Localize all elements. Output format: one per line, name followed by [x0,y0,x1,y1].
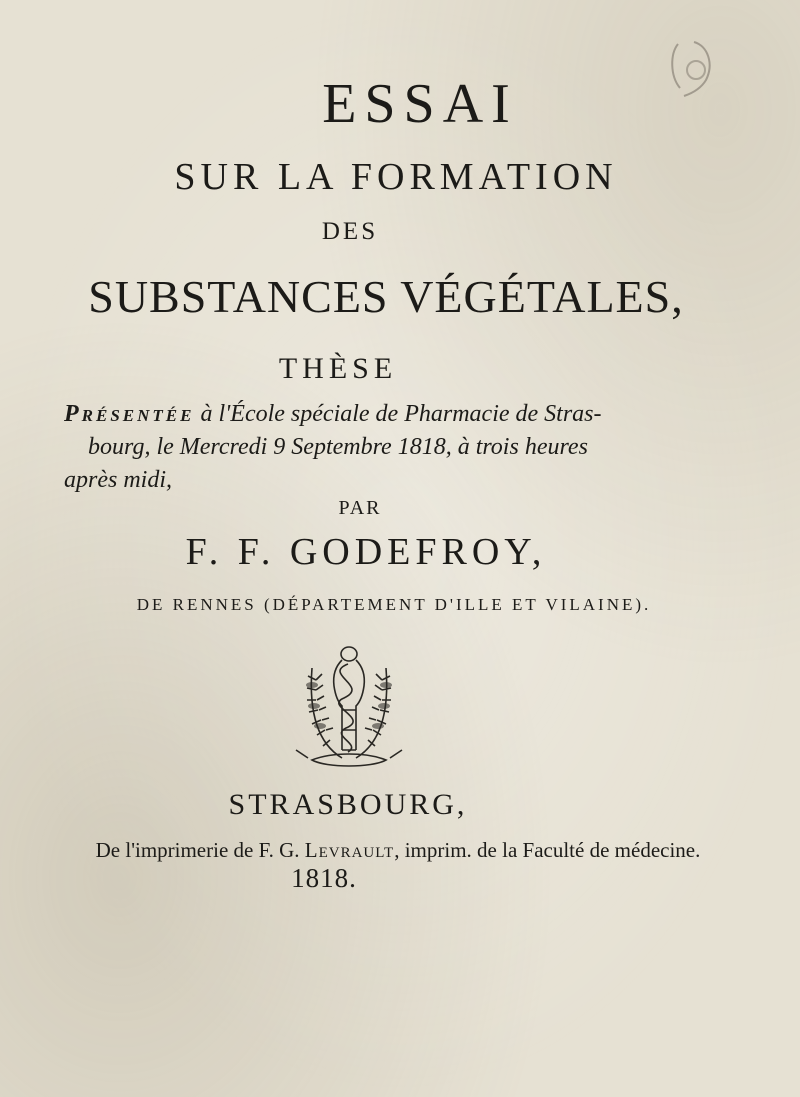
these-heading: THÈSE [278,352,398,385]
title-substances-vegetales: SUBSTANCES VÉGÉTALES, [88,271,684,322]
presentation-text-1: à l'École spéciale de Pharmacie de Stras- [194,401,602,427]
title-sur-la-formation: SUR LA FORMATION [174,156,618,198]
publication-year: 1818. [291,863,357,893]
pharmacy-emblem-icon [282,640,416,775]
title-essai: ESSAI [322,73,518,135]
presentation-line-2: bourg, le Mercredi 9 Septembre 1818, à trois heures [88,434,588,460]
presentee-word: Présentée [64,401,195,427]
presentation-line-3: après midi, [64,467,172,493]
title-des: DES [321,218,379,245]
city-strasbourg: STRASBOURG, [228,788,468,821]
printer-name: Levrault [304,838,395,862]
printer-imprint [0,838,798,863]
presentation-line-1 [64,398,744,431]
author-origin: DE RENNES (DÉPARTEMENT D'ILLE ET VILAINE). [136,595,652,614]
printer-suffix: , imprim. de la Faculté de médecine. [394,838,701,862]
presentation-paragraph [64,398,744,497]
author-name: F. F. GODEFROY, [185,531,547,573]
printer-prefix: De l'imprimerie de F. G. [95,838,305,862]
par-label: PAR [338,497,382,519]
